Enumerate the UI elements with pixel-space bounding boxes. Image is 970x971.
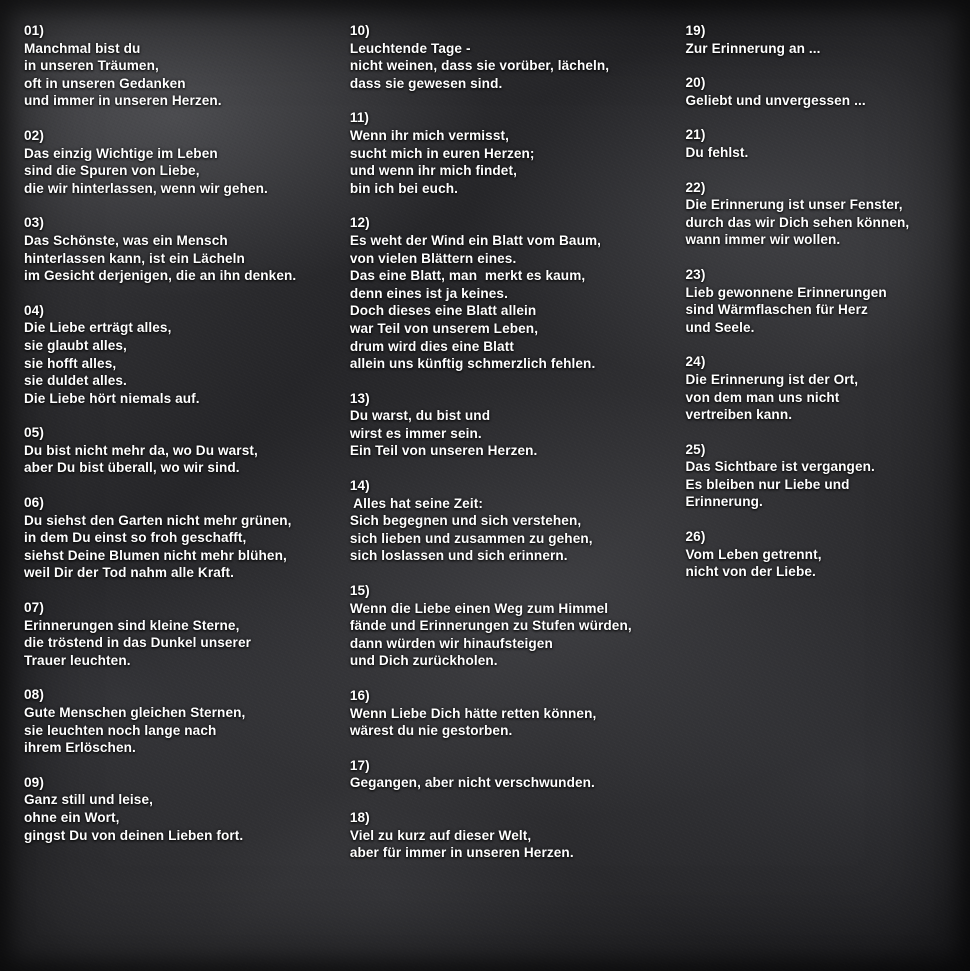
quote-line: in unseren Träumen, [24,58,159,74]
quote-line: sie glaubt alles, [24,337,127,353]
quote-line: Manchmal bist du [24,40,141,56]
quote-line: sind Wärmflaschen für Herz [685,302,868,318]
quote-line: und immer in unseren Herzen. [24,93,222,109]
quote-number: 11) [349,110,370,126]
quote-line: von vielen Blättern eines. [349,250,517,266]
quote-line: Die Erinnerung ist der Ort, [685,371,859,387]
quote-line: Du fehlst. [685,144,749,160]
quote-line: Leuchtende Tage - [349,40,471,56]
quote-entry [350,22,686,92]
quote-number: 24) [685,354,706,370]
quote-column-2 [350,22,686,961]
quote-entry [24,774,350,844]
quote-entry [686,528,959,581]
quote-line: Die Erinnerung ist unser Fenster, [685,197,903,213]
quote-entry [350,757,686,792]
quote-entry [686,266,959,336]
quote-line: Erinnerung. [685,494,763,510]
quote-number: 25) [685,441,706,457]
quote-line: denn eines ist ja keines. [349,285,508,301]
quote-entry [24,302,350,408]
quote-entry [350,477,686,565]
quote-number: 18) [349,809,370,825]
quote-entry [350,390,686,460]
quote-line: Das Sichtbare ist vergangen. [685,459,875,475]
quote-entry [686,74,959,109]
quote-line: ohne ein Wort, [24,809,120,825]
quote-line: durch das wir Dich sehen können, [685,214,910,230]
quote-line: Doch dieses eine Blatt allein [349,303,537,319]
quote-line: und Dich zurückholen. [349,653,498,669]
quote-entry [350,687,686,740]
quote-number: 13) [349,390,370,406]
quote-entry [686,126,959,161]
quote-number: 08) [24,687,44,703]
quote-line: und Seele. [685,319,755,335]
quote-entry [686,353,959,423]
quote-number: 12) [349,215,370,231]
quote-line: weil Dir der Tod nahm alle Kraft. [24,565,235,581]
quote-number: 09) [24,774,44,790]
quote-line: Das einzig Wichtige im Leben [24,145,218,161]
quote-line: Wenn Liebe Dich hätte retten können, [349,705,597,721]
quote-number: 17) [349,757,370,773]
quote-line: fände und Erinnerungen zu Stufen würden, [349,618,632,634]
quote-line: dann würden wir hinaufsteigen [349,635,553,651]
quote-line: sind die Spuren von Liebe, [24,163,200,179]
quote-number: 04) [24,302,44,318]
quote-line: allein uns künftig schmerzlich fehlen. [349,356,596,372]
quote-line: nicht weinen, dass sie vorüber, lächeln, [349,58,610,74]
quote-line: wann immer wir wollen. [685,232,841,248]
quote-number: 06) [24,495,44,511]
quote-line: Ganz still und leise, [24,792,154,808]
quote-line: Du bist nicht mehr da, wo Du warst, [24,442,258,458]
quote-line: Erinnerungen sind kleine Sterne, [24,617,240,633]
quote-column-1 [12,22,350,961]
quote-number: 03) [24,215,44,231]
quote-number: 15) [349,583,370,599]
quote-line: Du warst, du bist und [349,408,491,424]
quote-number: 14) [349,478,370,494]
quote-line: aber Du bist überall, wo wir sind. [24,460,240,476]
quote-line: Gute Menschen gleichen Sternen, [24,705,246,720]
quote-line: nicht von der Liebe. [685,564,816,580]
quote-line: Sich begegnen und sich verstehen, [349,513,582,529]
quote-line: sich lieben und zusammen zu gehen, [349,530,593,546]
quote-line: Geliebt und unvergessen ... [685,92,866,108]
quote-line: Das Schönste, was ein Mensch [24,232,228,248]
quote-line: von dem man uns nicht [685,389,840,405]
quote-line: drum wird dies eine Blatt [349,338,514,354]
quote-entry [24,686,350,756]
quote-entry [350,809,686,862]
quote-line: Das eine Blatt, man merkt es kaum, [349,268,586,284]
quote-line: sie leuchten noch lange nach [24,722,217,738]
quote-line: Die Liebe erträgt alles, [24,320,172,336]
quote-line: im Gesicht derjenigen, die an ihn denken. [24,268,297,284]
quote-entry [350,582,686,670]
quote-line: Trauer leuchten. [24,652,131,668]
quote-line: siehst Deine Blumen nicht mehr blühen, [24,547,287,563]
quote-line: Lieb gewonnene Erinnerungen [685,284,887,300]
quote-line: gingst Du von deinen Lieben fort. [24,827,244,843]
quote-line: Ein Teil von unseren Herzen. [349,443,538,459]
quote-entry [686,22,959,57]
quote-number: 16) [349,688,370,703]
quote-line: vertreiben kann. [685,407,793,423]
quote-line: Alles hat seine Zeit: [349,495,483,511]
quote-line: Du siehst den Garten nicht mehr grünen, [24,512,292,528]
quote-number: 19) [685,23,706,38]
quote-number: 23) [685,266,706,282]
quote-line: sucht mich in euren Herzen; [349,145,535,161]
quote-number: 02) [24,127,44,143]
quote-line: war Teil von unserem Leben, [349,320,539,336]
quote-line: Gegangen, aber nicht verschwunden. [349,775,595,791]
quote-entry [350,214,686,372]
quote-line: Wenn die Liebe einen Weg zum Himmel [349,600,609,616]
quote-number: 26) [685,529,706,545]
quote-line: bin ich bei euch. [349,180,459,196]
quote-entry [24,127,350,197]
quote-line: Wenn ihr mich vermisst, [349,127,509,143]
quote-line: Es bleiben nur Liebe und [685,476,850,492]
quote-line: ihrem Erlöschen. [24,740,136,756]
quote-entry [686,179,959,249]
quote-line: Viel zu kurz auf dieser Welt, [349,827,532,843]
quote-number: 20) [685,75,706,91]
quote-line: dass sie gewesen sind. [349,75,503,91]
quote-number: 22) [685,179,706,195]
quote-line: die wir hinterlassen, wenn wir gehen. [24,180,268,196]
quote-entry [24,599,350,669]
quote-line: oft in unseren Gedanken [24,75,186,91]
quote-line: wirst es immer sein. [349,425,482,441]
quote-entry [24,424,350,477]
quote-line: die tröstend in das Dunkel unserer [24,635,251,651]
quote-line: und wenn ihr mich findet, [349,163,517,179]
quote-line: aber für immer in unseren Herzen. [349,845,574,861]
quote-line: in dem Du einst so froh geschafft, [24,530,247,546]
quote-line: Die Liebe hört niemals auf. [24,390,200,406]
quote-line: sich loslassen und sich erinnern. [349,548,568,564]
quote-entry [24,22,350,110]
quote-line: hinterlassen kann, ist ein Lächeln [24,250,245,266]
quote-line: Es weht der Wind ein Blatt vom Baum, [349,232,602,248]
quote-column-3 [686,22,959,961]
quote-entry [350,109,686,197]
quote-number: 21) [685,127,706,143]
quote-entry [686,441,959,511]
quote-line: wärest du nie gestorben. [349,723,513,739]
quote-line: Zur Erinnerung an ... [685,40,821,56]
quote-entry [24,214,350,284]
quote-line: Vom Leben getrennt, [685,546,822,562]
quote-line: sie hofft alles, [24,355,117,371]
quote-entry [24,494,350,582]
quote-number: 01) [24,23,44,38]
quote-number: 07) [24,600,44,616]
quote-number: 10) [349,23,370,38]
quote-number: 05) [24,425,44,441]
quote-line: sie duldet alles. [24,373,127,389]
